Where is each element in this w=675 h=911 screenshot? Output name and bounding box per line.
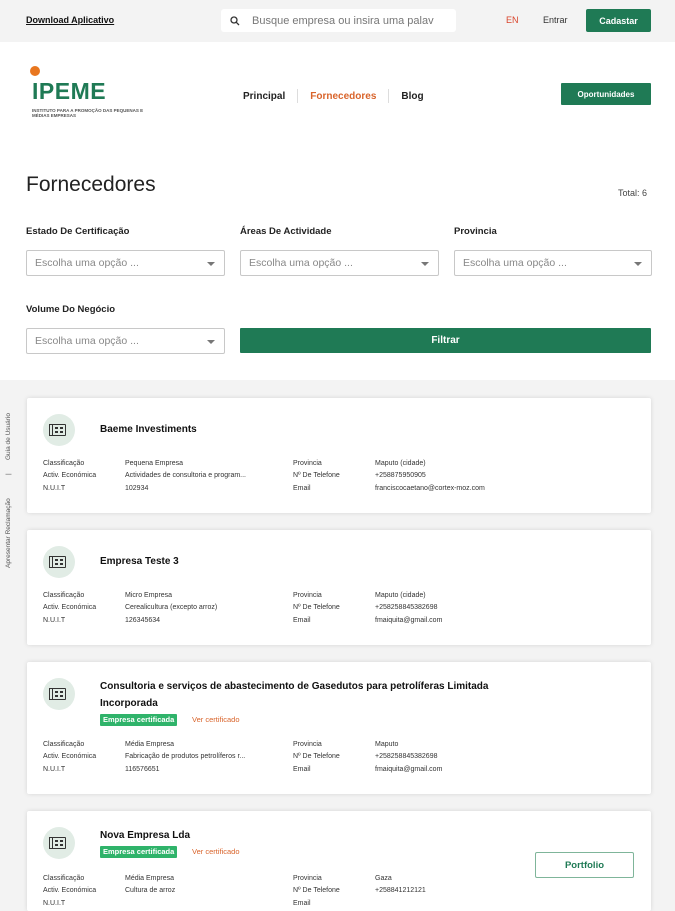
label-email: Email bbox=[293, 765, 311, 773]
field-values-left bbox=[125, 873, 175, 898]
label-classificacao: Classificação bbox=[43, 592, 85, 599]
field-labels-left bbox=[43, 590, 96, 627]
building-icon bbox=[52, 688, 66, 700]
signup-button[interactable]: Cadastar bbox=[586, 9, 651, 32]
logo-subtitle: INSTITUTO PARA A PROMOÇÃO DAS PEQUENAS E MÉDIAS EMPRESAS bbox=[32, 108, 144, 118]
label-provincia: Provincia bbox=[293, 592, 322, 599]
select-value: Escolha uma opção ... bbox=[463, 257, 567, 269]
label-telefone: Nº De Telefone bbox=[293, 472, 340, 480]
label-email: Email bbox=[293, 616, 311, 624]
complaint-tab[interactable]: Apresentar Reclamação bbox=[5, 498, 12, 568]
label-provincia: Provincia bbox=[293, 741, 322, 748]
value-nuit: 116576651 bbox=[125, 765, 160, 773]
chevron-down-icon bbox=[421, 262, 429, 266]
value-activ: Actividades de consultoria e program... bbox=[125, 472, 247, 480]
opportunities-button[interactable]: Oportunidades bbox=[561, 83, 651, 105]
main-area bbox=[0, 42, 675, 907]
value-telefone: +258841212121 bbox=[375, 887, 426, 895]
chevron-down-icon bbox=[634, 262, 642, 266]
page-title: Fornecedores bbox=[26, 173, 156, 196]
building-icon bbox=[52, 837, 66, 849]
nav-item-principal[interactable]: Principal bbox=[243, 90, 286, 102]
areas-select[interactable] bbox=[240, 250, 439, 276]
field-labels-left bbox=[43, 458, 96, 495]
certified-badge: Empresa certificada bbox=[100, 714, 177, 726]
province-select[interactable] bbox=[454, 250, 652, 276]
value-provincia: Maputo (cidade) bbox=[375, 460, 426, 467]
supplier-card[interactable] bbox=[27, 662, 651, 794]
top-bar bbox=[0, 0, 675, 42]
label-activ: Activ. Económica bbox=[43, 753, 97, 761]
filter-label-areas: Áreas De Actividade bbox=[240, 226, 332, 237]
side-tab-separator: | bbox=[5, 473, 12, 475]
value-nuit: 126345634 bbox=[125, 616, 161, 624]
search-icon bbox=[230, 16, 240, 26]
portfolio-button[interactable]: Portfolio bbox=[535, 852, 634, 878]
field-labels-right bbox=[293, 739, 340, 776]
field-labels-left bbox=[43, 739, 96, 776]
label-provincia: Provincia bbox=[293, 875, 322, 882]
label-telefone: Nº De Telefone bbox=[293, 753, 340, 761]
ipeme-logo[interactable] bbox=[26, 66, 146, 126]
logo-word: IPEME bbox=[32, 78, 107, 104]
value-telefone: +258258845382698 bbox=[375, 604, 438, 612]
field-labels-left bbox=[43, 873, 96, 910]
company-avatar bbox=[43, 827, 75, 859]
chevron-down-icon bbox=[207, 340, 215, 344]
label-classificacao: Classificação bbox=[43, 460, 85, 467]
label-nuit: N.U.I.T bbox=[43, 616, 66, 624]
label-classificacao: Classificação bbox=[43, 875, 85, 882]
volume-select[interactable] bbox=[26, 328, 225, 354]
field-values-left bbox=[125, 739, 245, 776]
certification-select[interactable] bbox=[26, 250, 225, 276]
label-provincia: Provincia bbox=[293, 460, 322, 467]
field-labels-right bbox=[293, 873, 340, 910]
label-email: Email bbox=[293, 899, 311, 907]
label-telefone: Nº De Telefone bbox=[293, 887, 340, 895]
value-provincia: Maputo bbox=[375, 741, 399, 748]
value-activ: Cultura de arroz bbox=[125, 887, 176, 895]
nav-item-fornecedores[interactable]: Fornecedores bbox=[310, 90, 377, 102]
field-values-right bbox=[375, 739, 442, 776]
label-nuit: N.U.I.T bbox=[43, 484, 66, 492]
download-app-link[interactable]: Download Aplicativo bbox=[26, 15, 115, 25]
filter-label-province: Provincia bbox=[454, 226, 497, 237]
value-activ: Fabricação de produtos petrolíferos r... bbox=[125, 753, 246, 761]
supplier-card[interactable] bbox=[27, 811, 651, 911]
view-certificate-link[interactable]: Ver certificado bbox=[192, 847, 240, 856]
company-name[interactable]: Empresa Teste 3 bbox=[100, 556, 179, 567]
company-avatar bbox=[43, 678, 75, 710]
company-name[interactable]: Nova Empresa Lda bbox=[100, 830, 191, 841]
main-nav bbox=[243, 89, 424, 103]
value-telefone: +258875950905 bbox=[375, 472, 426, 480]
view-certificate-link[interactable]: Ver certificado bbox=[192, 715, 240, 724]
user-guide-tab[interactable]: Guia de Usuário bbox=[5, 413, 12, 460]
total-count: Total: 6 bbox=[618, 188, 648, 198]
company-name-line2: Incorporada bbox=[100, 698, 158, 709]
value-classificacao: Micro Empresa bbox=[125, 592, 173, 599]
value-classificacao: Pequena Empresa bbox=[125, 460, 183, 467]
value-provincia: Gaza bbox=[375, 875, 392, 882]
language-switch[interactable]: EN bbox=[506, 15, 519, 25]
supplier-card[interactable] bbox=[27, 398, 651, 513]
nav-item-blog[interactable]: Blog bbox=[401, 90, 424, 102]
field-values-left bbox=[125, 458, 246, 495]
company-avatar bbox=[43, 414, 75, 446]
search-input[interactable] bbox=[252, 15, 447, 27]
value-provincia: Maputo (cidade) bbox=[375, 592, 426, 599]
select-value: Escolha uma opção ... bbox=[35, 335, 139, 347]
company-name[interactable] bbox=[100, 678, 488, 712]
filter-label-certification: Estado De Certificação bbox=[26, 226, 130, 237]
filter-label-volume: Volume Do Negócio bbox=[26, 304, 116, 315]
search-box[interactable] bbox=[221, 9, 456, 32]
field-values-right bbox=[375, 873, 426, 898]
nav-divider bbox=[388, 89, 389, 103]
filter-button[interactable]: Filtrar bbox=[240, 328, 651, 353]
label-activ: Activ. Económica bbox=[43, 887, 97, 895]
login-link[interactable]: Entrar bbox=[543, 15, 568, 25]
label-activ: Activ. Económica bbox=[43, 604, 97, 612]
value-nuit: 102934 bbox=[125, 484, 149, 492]
field-values-right bbox=[375, 590, 442, 627]
side-tab[interactable] bbox=[3, 400, 17, 570]
company-name-line1: Consultoria e serviços de abastecimento de Gasedutos para petrolíferas Limitada bbox=[100, 681, 489, 692]
chevron-down-icon bbox=[207, 262, 215, 266]
value-email: fmaiquita@gmail.com bbox=[375, 616, 443, 624]
label-telefone: Nº De Telefone bbox=[293, 604, 340, 612]
supplier-card[interactable] bbox=[27, 530, 651, 645]
select-value: Escolha uma opção ... bbox=[35, 257, 139, 269]
value-telefone: +258258845382698 bbox=[375, 753, 438, 761]
value-email: franciscocaetano@cortex-moz.com bbox=[375, 484, 485, 492]
label-activ: Activ. Económica bbox=[43, 472, 97, 480]
field-values-left bbox=[125, 590, 217, 627]
label-nuit: N.U.I.T bbox=[43, 765, 66, 773]
supplier-list bbox=[0, 380, 675, 907]
field-labels-right bbox=[293, 590, 340, 627]
company-name[interactable]: Baeme Investiments bbox=[100, 424, 197, 435]
value-classificacao: Média Empresa bbox=[125, 741, 175, 748]
select-value: Escolha uma opção ... bbox=[249, 257, 353, 269]
logo-dot-icon bbox=[30, 66, 40, 76]
label-classificacao: Classificação bbox=[43, 741, 85, 748]
field-labels-right bbox=[293, 458, 340, 495]
value-activ: Cerealicultura (excepto arroz) bbox=[125, 604, 218, 612]
label-nuit: N.U.I.T bbox=[43, 899, 66, 907]
certified-badge: Empresa certificada bbox=[100, 846, 177, 858]
value-email: fmaiquita@gmail.com bbox=[375, 765, 443, 773]
label-email: Email bbox=[293, 484, 311, 492]
company-avatar bbox=[43, 546, 75, 578]
building-icon bbox=[52, 424, 66, 436]
nav-divider bbox=[297, 89, 298, 103]
value-classificacao: Média Empresa bbox=[125, 875, 175, 882]
building-icon bbox=[52, 556, 66, 568]
field-values-right bbox=[375, 458, 485, 495]
